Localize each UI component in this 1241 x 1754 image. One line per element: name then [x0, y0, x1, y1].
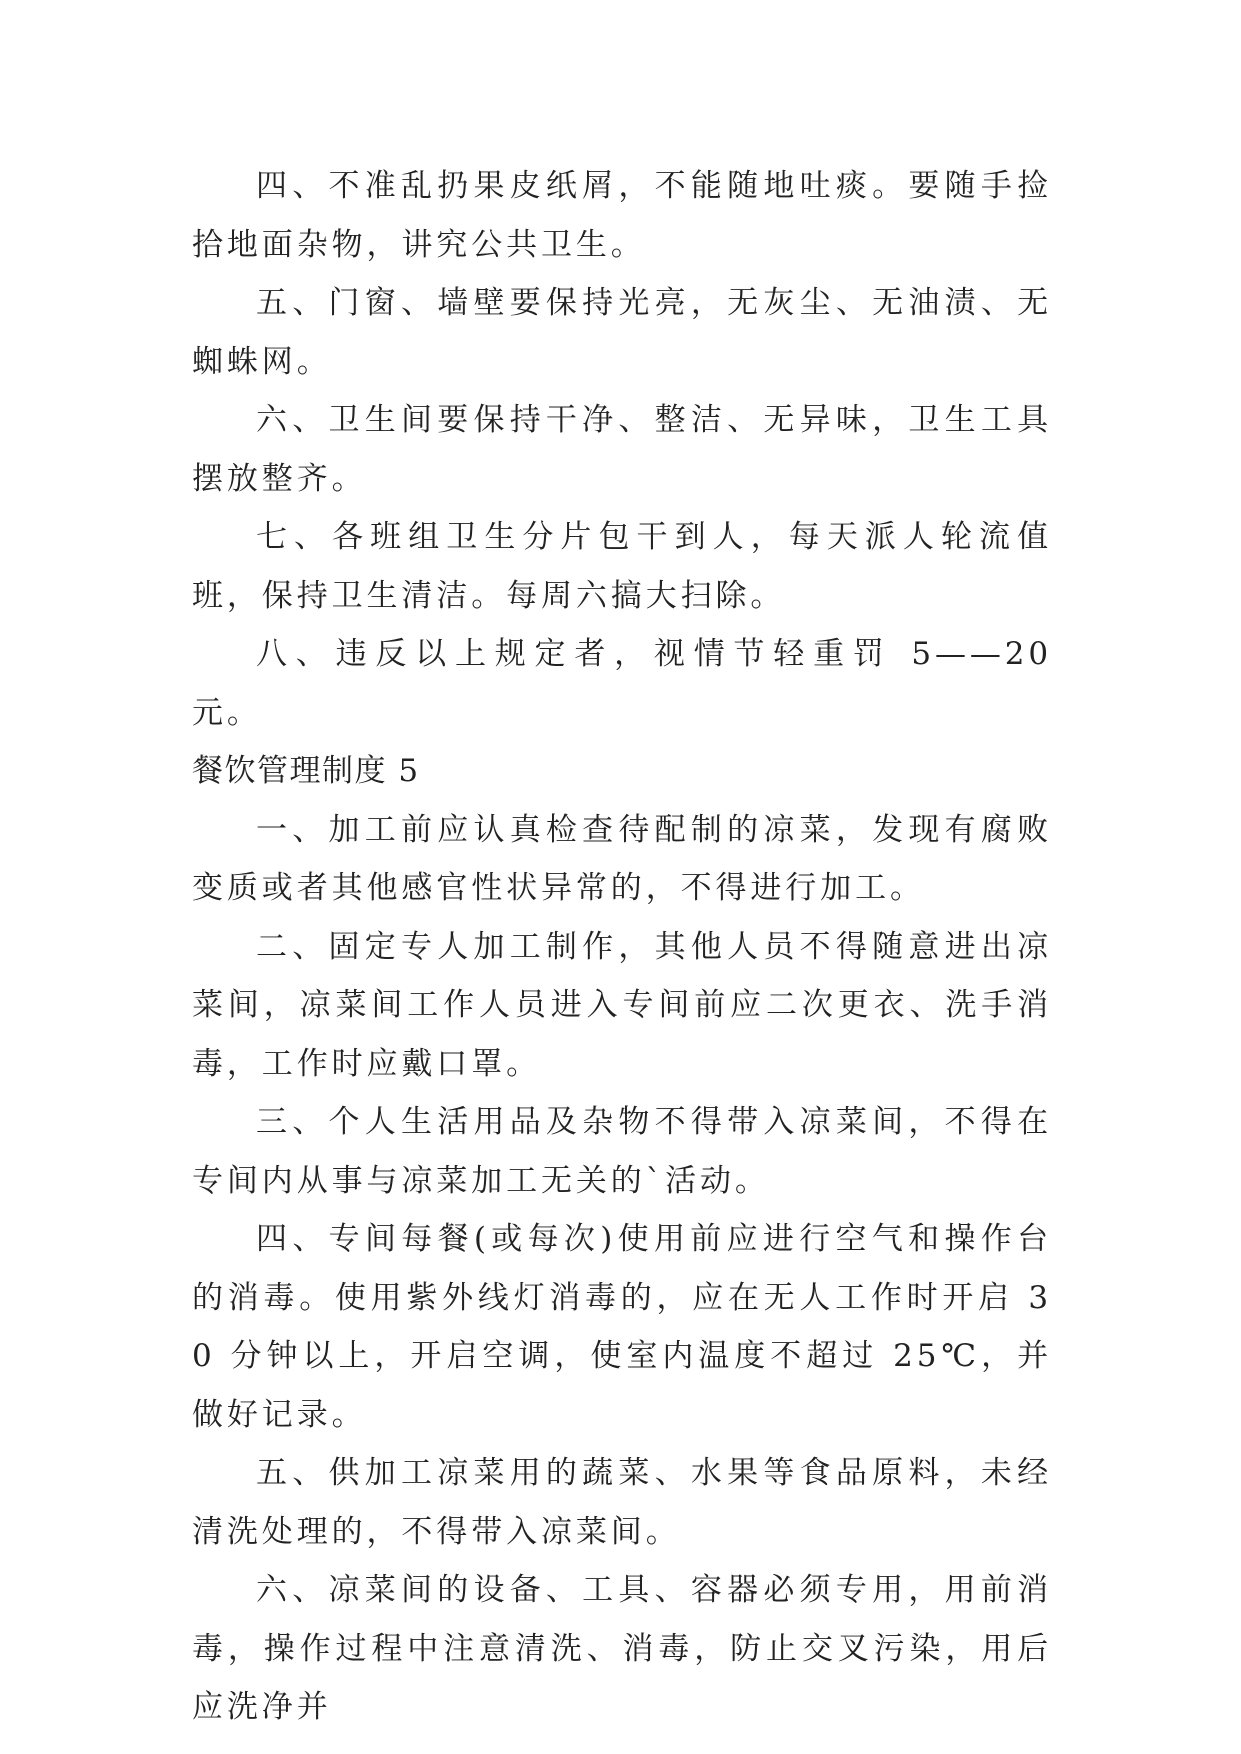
paragraph-cold-dish-rule-4: 四、专间每餐(或每次)使用前应进行空气和操作台的消毒。使用紫外线灯消毒的，应在无人工作时开启 30 分钟以上，开启空调，使室内温度不超过 25℃，并做好记录。: [192, 1221, 1052, 1433]
paragraph-cold-dish-rule-6: 六、凉菜间的设备、工具、容器必须专用，用前消毒，操作过程中注意清洗、消毒，防止交叉污染，用后应洗净并: [192, 1572, 1052, 1725]
paragraph-cold-dish-rule-3: 三、个人生活用品及杂物不得带入凉菜间，不得在专间内从事与凉菜加工无关的`活动。: [192, 1104, 1052, 1199]
paragraph-rule-8: 八、违反以上规定者，视情节轻重罚 5——20 元。: [192, 636, 1052, 731]
paragraph-rule-5: 五、门窗、墙壁要保持光亮，无灰尘、无油渍、无蜘蛛网。: [192, 285, 1052, 380]
paragraph-rule-7: 七、各班组卫生分片包干到人，每天派人轮流值班，保持卫生清洁。每周六搞大扫除。: [192, 519, 1052, 614]
paragraph-cold-dish-rule-1: 一、加工前应认真检查待配制的凉菜，发现有腐败变质或者其他感官性状异常的，不得进行加工。: [192, 811, 1052, 906]
paragraph-rule-6: 六、卫生间要保持干净、整洁、无异味，卫生工具摆放整齐。: [192, 402, 1052, 497]
section-heading: 餐饮管理制度 5: [192, 753, 420, 789]
paragraph-cold-dish-rule-5: 五、供加工凉菜用的蔬菜、水果等食品原料，未经清洗处理的，不得带入凉菜间。: [192, 1455, 1052, 1550]
paragraph-rule-4: 四、不准乱扔果皮纸屑，不能随地吐痰。要随手捡拾地面杂物，讲究公共卫生。: [192, 168, 1052, 263]
paragraph-cold-dish-rule-2: 二、固定专人加工制作，其他人员不得随意进出凉菜间，凉菜间工作人员进入专间前应二次更衣、洗手消毒，工作时应戴口罩。: [192, 928, 1052, 1082]
document-body: [192, 157, 1052, 1737]
